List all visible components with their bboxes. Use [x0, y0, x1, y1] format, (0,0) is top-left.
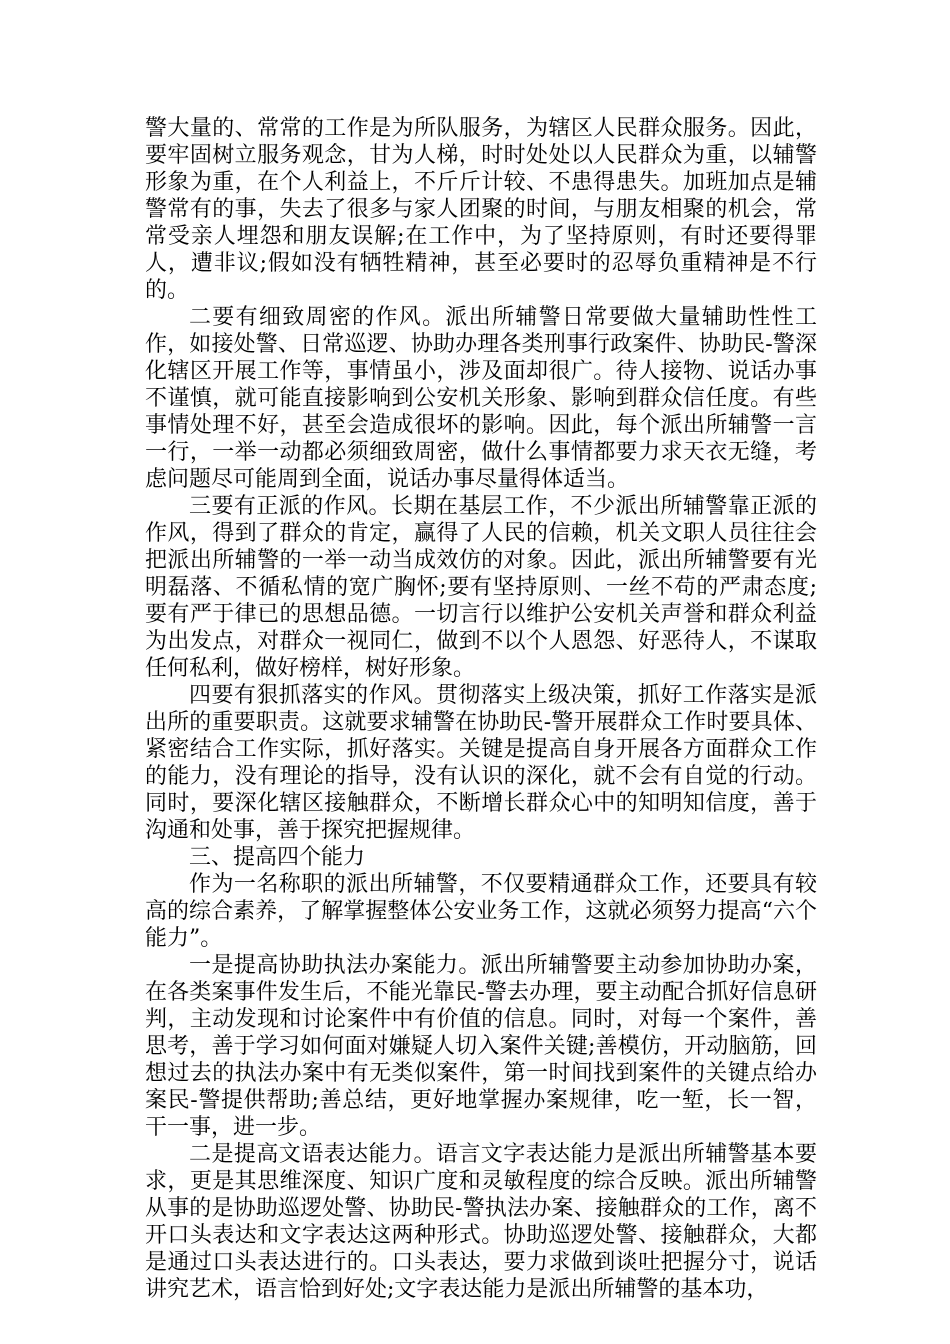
paragraph-expression-ability: 二是提高文语表达能力。语言文字表达能力是派出所辅警基本要求，更是其思维深度、知识广度和灵敏程度的综合反映。派出所辅警从事的是协助巡逻处警、协助民-警执法办案、接触群众的工作，离不开口头表达和文字表达这两种形式。协助巡逻处警、接触群众，大都是通过口头表达进行的。口头表达，要力求做到谈吐把握分寸，说话讲究艺术，语言恰到好处;文字表达能力是派出所辅警的基本功， [145, 1142, 817, 1302]
paragraph-continuation: 警大量的、常常的工作是为所队服务，为辖区人民群众服务。因此，要牢固树立服务观念，甘为人梯，时时处处以人民群众为重，以辅警形象为重，在个人利益上，不斤斤计较、不患得患失。加班加点是辅警常有的事，失去了很多与家人团聚的时间，与朋友相聚的机会，常常受亲人埋怨和朋友误解;在工作中，为了坚持原则，有时还要得罪人，遭非议;假如没有牺牲精神，甚至必要时的忍辱负重精神是不行的。 [145, 116, 817, 303]
paragraph-implementation-style: 四要有狠抓落实的作风。贯彻落实上级决策，抓好工作落实是派出所的重要职责。这就要求辅警在协助民-警开展群众工作时要具体、紧密结合工作实际，抓好落实。关键是提高自身开展各方面群众工作的能力，没有理论的指导，没有认识的深化，就不会有自觉的行动。同时，要深化辖区接触群众，不断增长群众心中的知明知信度，善于沟通和处事，善于探究把握规律。 [145, 683, 817, 843]
paragraph-case-handling-ability: 一是提高协助执法办案能力。派出所辅警要主动参加协助办案，在各类案事件发生后，不能光靠民-警去办理，要主动配合抓好信息研判，主动发现和讨论案件中有价值的信息。同时，对每一个案件，善思考，善于学习如何面对嫌疑人切入案件关键;善模仿，开动脑筋，回想过去的执法办案中有无类似案件，第一时间找到案件的关键点给办案民-警提供帮助;善总结，更好地掌握办案规律，吃一堑，长一智，干一事，进一步。 [145, 953, 817, 1140]
paragraph-upright-style: 三要有正派的作风。长期在基层工作，不少派出所辅警靠正派的作风，得到了群众的肯定，赢得了人民的信赖，机关文职人员往往会把派出所辅警的一举一动当成效仿的对象。因此，派出所辅警要有光明磊落、不循私情的宽广胸怀;要有坚持原则、一丝不苟的严肃态度;要有严于律已的思想品德。一切言行以维护公安机关声誉和群众利益为出发点，对群众一视同仁，做到不以个人恩怨、好恶待人，不谋取任何私利，做好榜样，树好形象。 [145, 494, 817, 681]
paragraph-section-intro: 作为一名称职的派出所辅警，不仅要精通群众工作，还要具有较高的综合素养，了解掌握整体公安业务工作，这就必须努力提高“六个能力”。 [145, 872, 817, 951]
paragraph-detailed-style: 二要有细致周密的作风。派出所辅警日常要做大量辅助性性工作，如接处警、日常巡逻、协助办理各类刑事行政案件、协助民-警深化辖区开展工作等，事情虽小，涉及面却很广。待人接物、说话办事不谨慎，就可能直接影响到公安机关形象、影响到群众信任度。有些事情处理不好，甚至会造成很坏的影响。因此，每个派出所辅警一言一行，一举一动都必须细致周密，做什么事情都要力求天衣无缝，考虑问题尽可能周到全面，说话办事尽量得体适当。 [145, 305, 817, 492]
section-heading: 三、提高四个能力 [189, 845, 366, 870]
document-body [145, 115, 817, 1303]
